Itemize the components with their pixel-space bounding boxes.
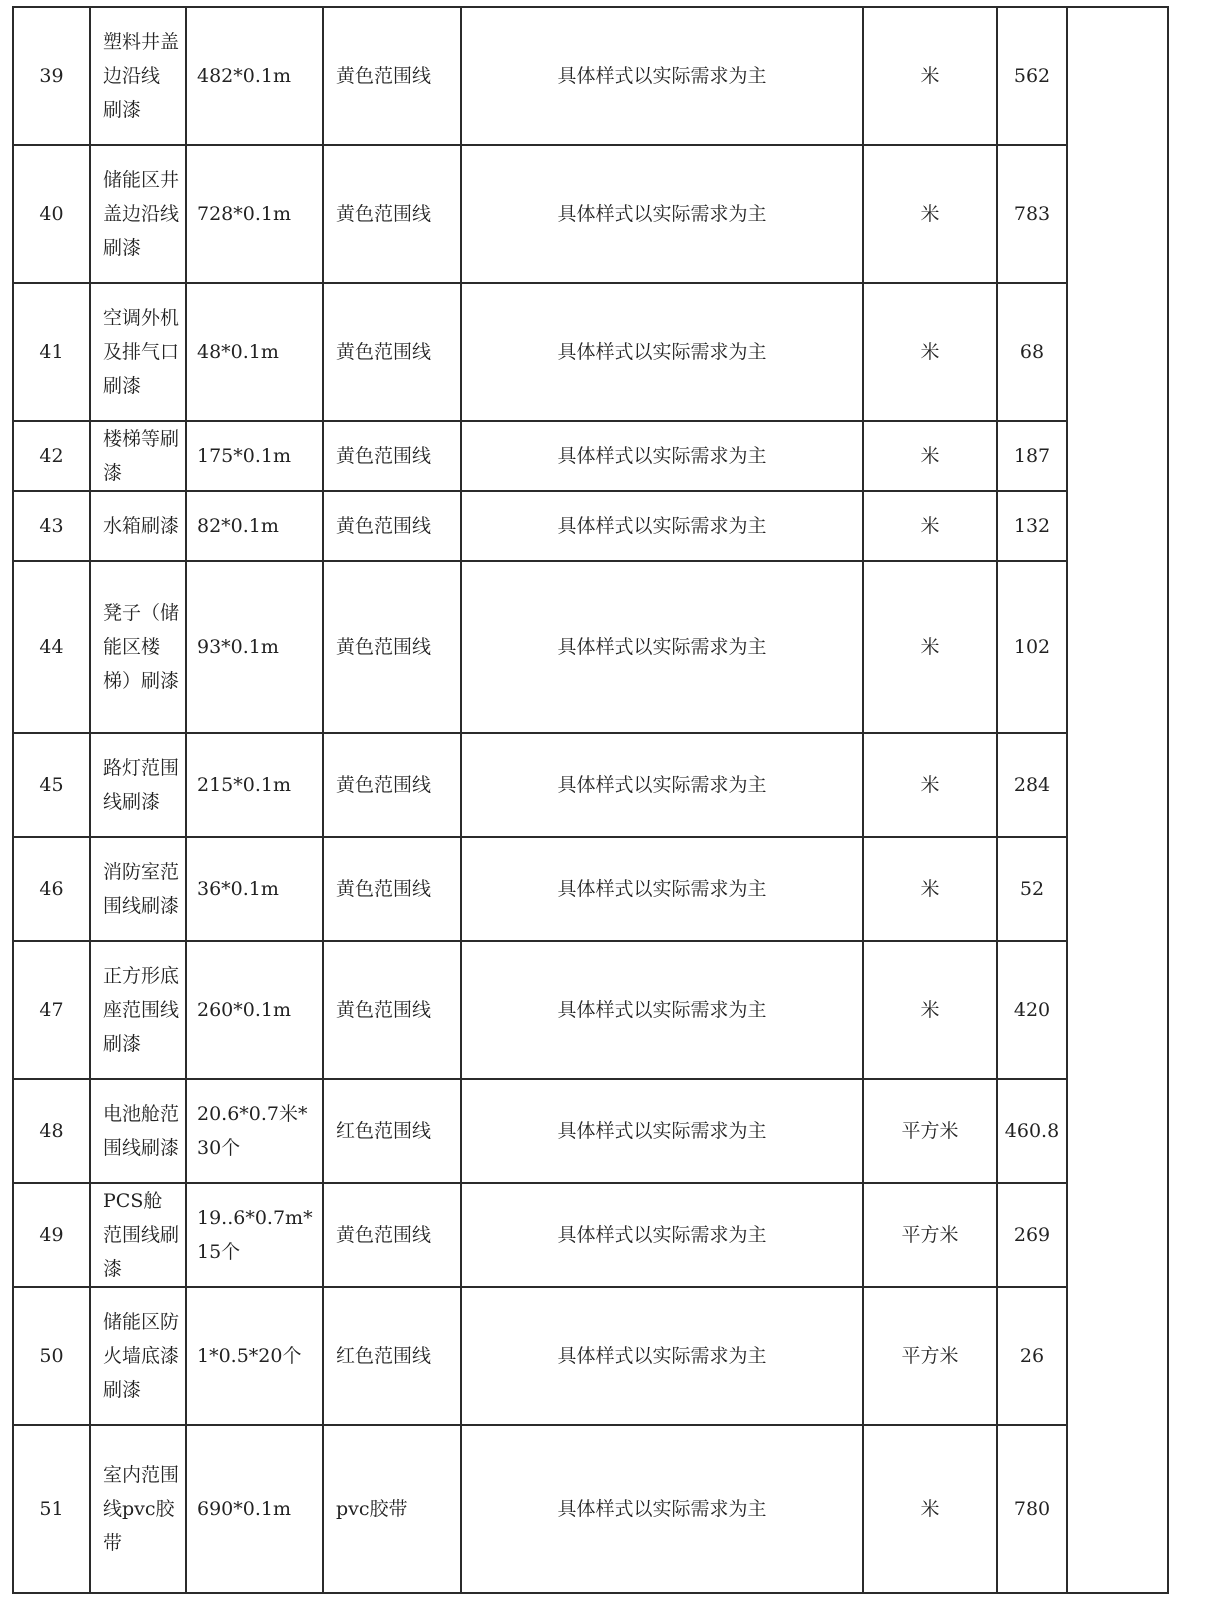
line-color-cell: 黄色范围线 — [323, 491, 461, 561]
item-spec-cell: 19..6*0.7m*15个 — [186, 1183, 323, 1287]
unit-cell: 米 — [863, 561, 997, 733]
style-note-cell: 具体样式以实际需求为主 — [461, 145, 863, 283]
style-note-cell: 具体样式以实际需求为主 — [461, 733, 863, 837]
row-number-cell: 51 — [13, 1425, 90, 1593]
item-name-cell: 电池舱范围线刷漆 — [90, 1079, 186, 1183]
item-spec-cell: 215*0.1m — [186, 733, 323, 837]
table-row — [13, 421, 1168, 491]
line-color-cell: 黄色范围线 — [323, 941, 461, 1079]
quantity-cell: 420 — [997, 941, 1067, 1079]
style-note-cell: 具体样式以实际需求为主 — [461, 1425, 863, 1593]
quantity-cell: 783 — [997, 145, 1067, 283]
line-color-cell: 黄色范围线 — [323, 7, 461, 145]
item-name-cell: PCS舱范围线刷漆 — [90, 1183, 186, 1287]
item-spec-cell: 482*0.1m — [186, 7, 323, 145]
item-spec-cell: 20.6*0.7米*30个 — [186, 1079, 323, 1183]
item-name-cell: 路灯范围线刷漆 — [90, 733, 186, 837]
line-color-cell: 黄色范围线 — [323, 145, 461, 283]
quantity-cell: 460.8 — [997, 1079, 1067, 1183]
table-row — [13, 1287, 1168, 1425]
item-name-cell: 储能区井盖边沿线刷漆 — [90, 145, 186, 283]
row-number-cell: 47 — [13, 941, 90, 1079]
unit-cell: 米 — [863, 7, 997, 145]
quantity-cell: 102 — [997, 561, 1067, 733]
row-number-cell: 39 — [13, 7, 90, 145]
unit-cell: 米 — [863, 1425, 997, 1593]
table-row — [13, 7, 1168, 145]
line-color-cell: 黄色范围线 — [323, 733, 461, 837]
unit-cell: 平方米 — [863, 1287, 997, 1425]
table-row — [13, 1425, 1168, 1593]
table-row — [13, 837, 1168, 941]
style-note-cell: 具体样式以实际需求为主 — [461, 837, 863, 941]
item-name-cell: 空调外机及排气口刷漆 — [90, 283, 186, 421]
quantity-cell: 52 — [997, 837, 1067, 941]
style-note-cell: 具体样式以实际需求为主 — [461, 561, 863, 733]
row-number-cell: 44 — [13, 561, 90, 733]
item-name-cell: 塑料井盖边沿线 刷漆 — [90, 7, 186, 145]
item-table-container — [12, 6, 1169, 1594]
line-color-cell: 黄色范围线 — [323, 283, 461, 421]
item-name-cell: 楼梯等刷漆 — [90, 421, 186, 491]
line-color-cell: 红色范围线 — [323, 1079, 461, 1183]
unit-cell: 米 — [863, 421, 997, 491]
item-name-cell: 正方形底座范围线刷漆 — [90, 941, 186, 1079]
quantity-cell: 187 — [997, 421, 1067, 491]
style-note-cell: 具体样式以实际需求为主 — [461, 941, 863, 1079]
row-number-cell: 42 — [13, 421, 90, 491]
style-note-cell: 具体样式以实际需求为主 — [461, 1079, 863, 1183]
row-number-cell: 48 — [13, 1079, 90, 1183]
table-row — [13, 145, 1168, 283]
style-note-cell: 具体样式以实际需求为主 — [461, 421, 863, 491]
item-spec-cell: 690*0.1m — [186, 1425, 323, 1593]
quantity-cell: 68 — [997, 283, 1067, 421]
unit-cell: 米 — [863, 491, 997, 561]
row-number-cell: 49 — [13, 1183, 90, 1287]
row-number-cell: 46 — [13, 837, 90, 941]
unit-cell: 平方米 — [863, 1079, 997, 1183]
table-row — [13, 733, 1168, 837]
line-color-cell: 黄色范围线 — [323, 421, 461, 491]
unit-cell: 米 — [863, 837, 997, 941]
unit-cell: 米 — [863, 283, 997, 421]
quantity-cell: 562 — [997, 7, 1067, 145]
table-body — [13, 7, 1168, 1593]
item-spec-cell: 36*0.1m — [186, 837, 323, 941]
row-number-cell: 41 — [13, 283, 90, 421]
unit-cell: 米 — [863, 733, 997, 837]
quantity-cell: 269 — [997, 1183, 1067, 1287]
style-note-cell: 具体样式以实际需求为主 — [461, 1183, 863, 1287]
table-row — [13, 561, 1168, 733]
item-name-cell: 储能区防火墙底漆刷漆 — [90, 1287, 186, 1425]
table-row — [13, 941, 1168, 1079]
item-spec-cell: 728*0.1m — [186, 145, 323, 283]
item-name-cell: 凳子（储能区楼梯）刷漆 — [90, 561, 186, 733]
table-row — [13, 1183, 1168, 1287]
item-spec-cell: 82*0.1m — [186, 491, 323, 561]
item-spec-cell: 93*0.1m — [186, 561, 323, 733]
row-number-cell: 50 — [13, 1287, 90, 1425]
table-row — [13, 283, 1168, 421]
style-note-cell: 具体样式以实际需求为主 — [461, 7, 863, 145]
item-spec-cell: 260*0.1m — [186, 941, 323, 1079]
table-row — [13, 491, 1168, 561]
unit-cell: 米 — [863, 941, 997, 1079]
unit-cell: 米 — [863, 145, 997, 283]
line-color-cell: 黄色范围线 — [323, 837, 461, 941]
line-color-cell: 黄色范围线 — [323, 1183, 461, 1287]
style-note-cell: 具体样式以实际需求为主 — [461, 491, 863, 561]
quantity-cell: 780 — [997, 1425, 1067, 1593]
item-name-cell: 室内范围线pvc胶带 — [90, 1425, 186, 1593]
line-color-cell: 红色范围线 — [323, 1287, 461, 1425]
item-spec-cell: 48*0.1m — [186, 283, 323, 421]
row-number-cell: 45 — [13, 733, 90, 837]
style-note-cell: 具体样式以实际需求为主 — [461, 1287, 863, 1425]
row-number-cell: 40 — [13, 145, 90, 283]
item-name-cell: 消防室范围线刷漆 — [90, 837, 186, 941]
quantity-cell: 284 — [997, 733, 1067, 837]
quantity-cell: 132 — [997, 491, 1067, 561]
item-spec-cell: 1*0.5*20个 — [186, 1287, 323, 1425]
item-name-cell: 水箱刷漆 — [90, 491, 186, 561]
style-note-cell: 具体样式以实际需求为主 — [461, 283, 863, 421]
table-row — [13, 1079, 1168, 1183]
item-table — [12, 6, 1169, 1594]
remarks-column — [1067, 7, 1168, 1593]
row-number-cell: 43 — [13, 491, 90, 561]
line-color-cell: pvc胶带 — [323, 1425, 461, 1593]
quantity-cell: 26 — [997, 1287, 1067, 1425]
unit-cell: 平方米 — [863, 1183, 997, 1287]
item-spec-cell: 175*0.1m — [186, 421, 323, 491]
line-color-cell: 黄色范围线 — [323, 561, 461, 733]
